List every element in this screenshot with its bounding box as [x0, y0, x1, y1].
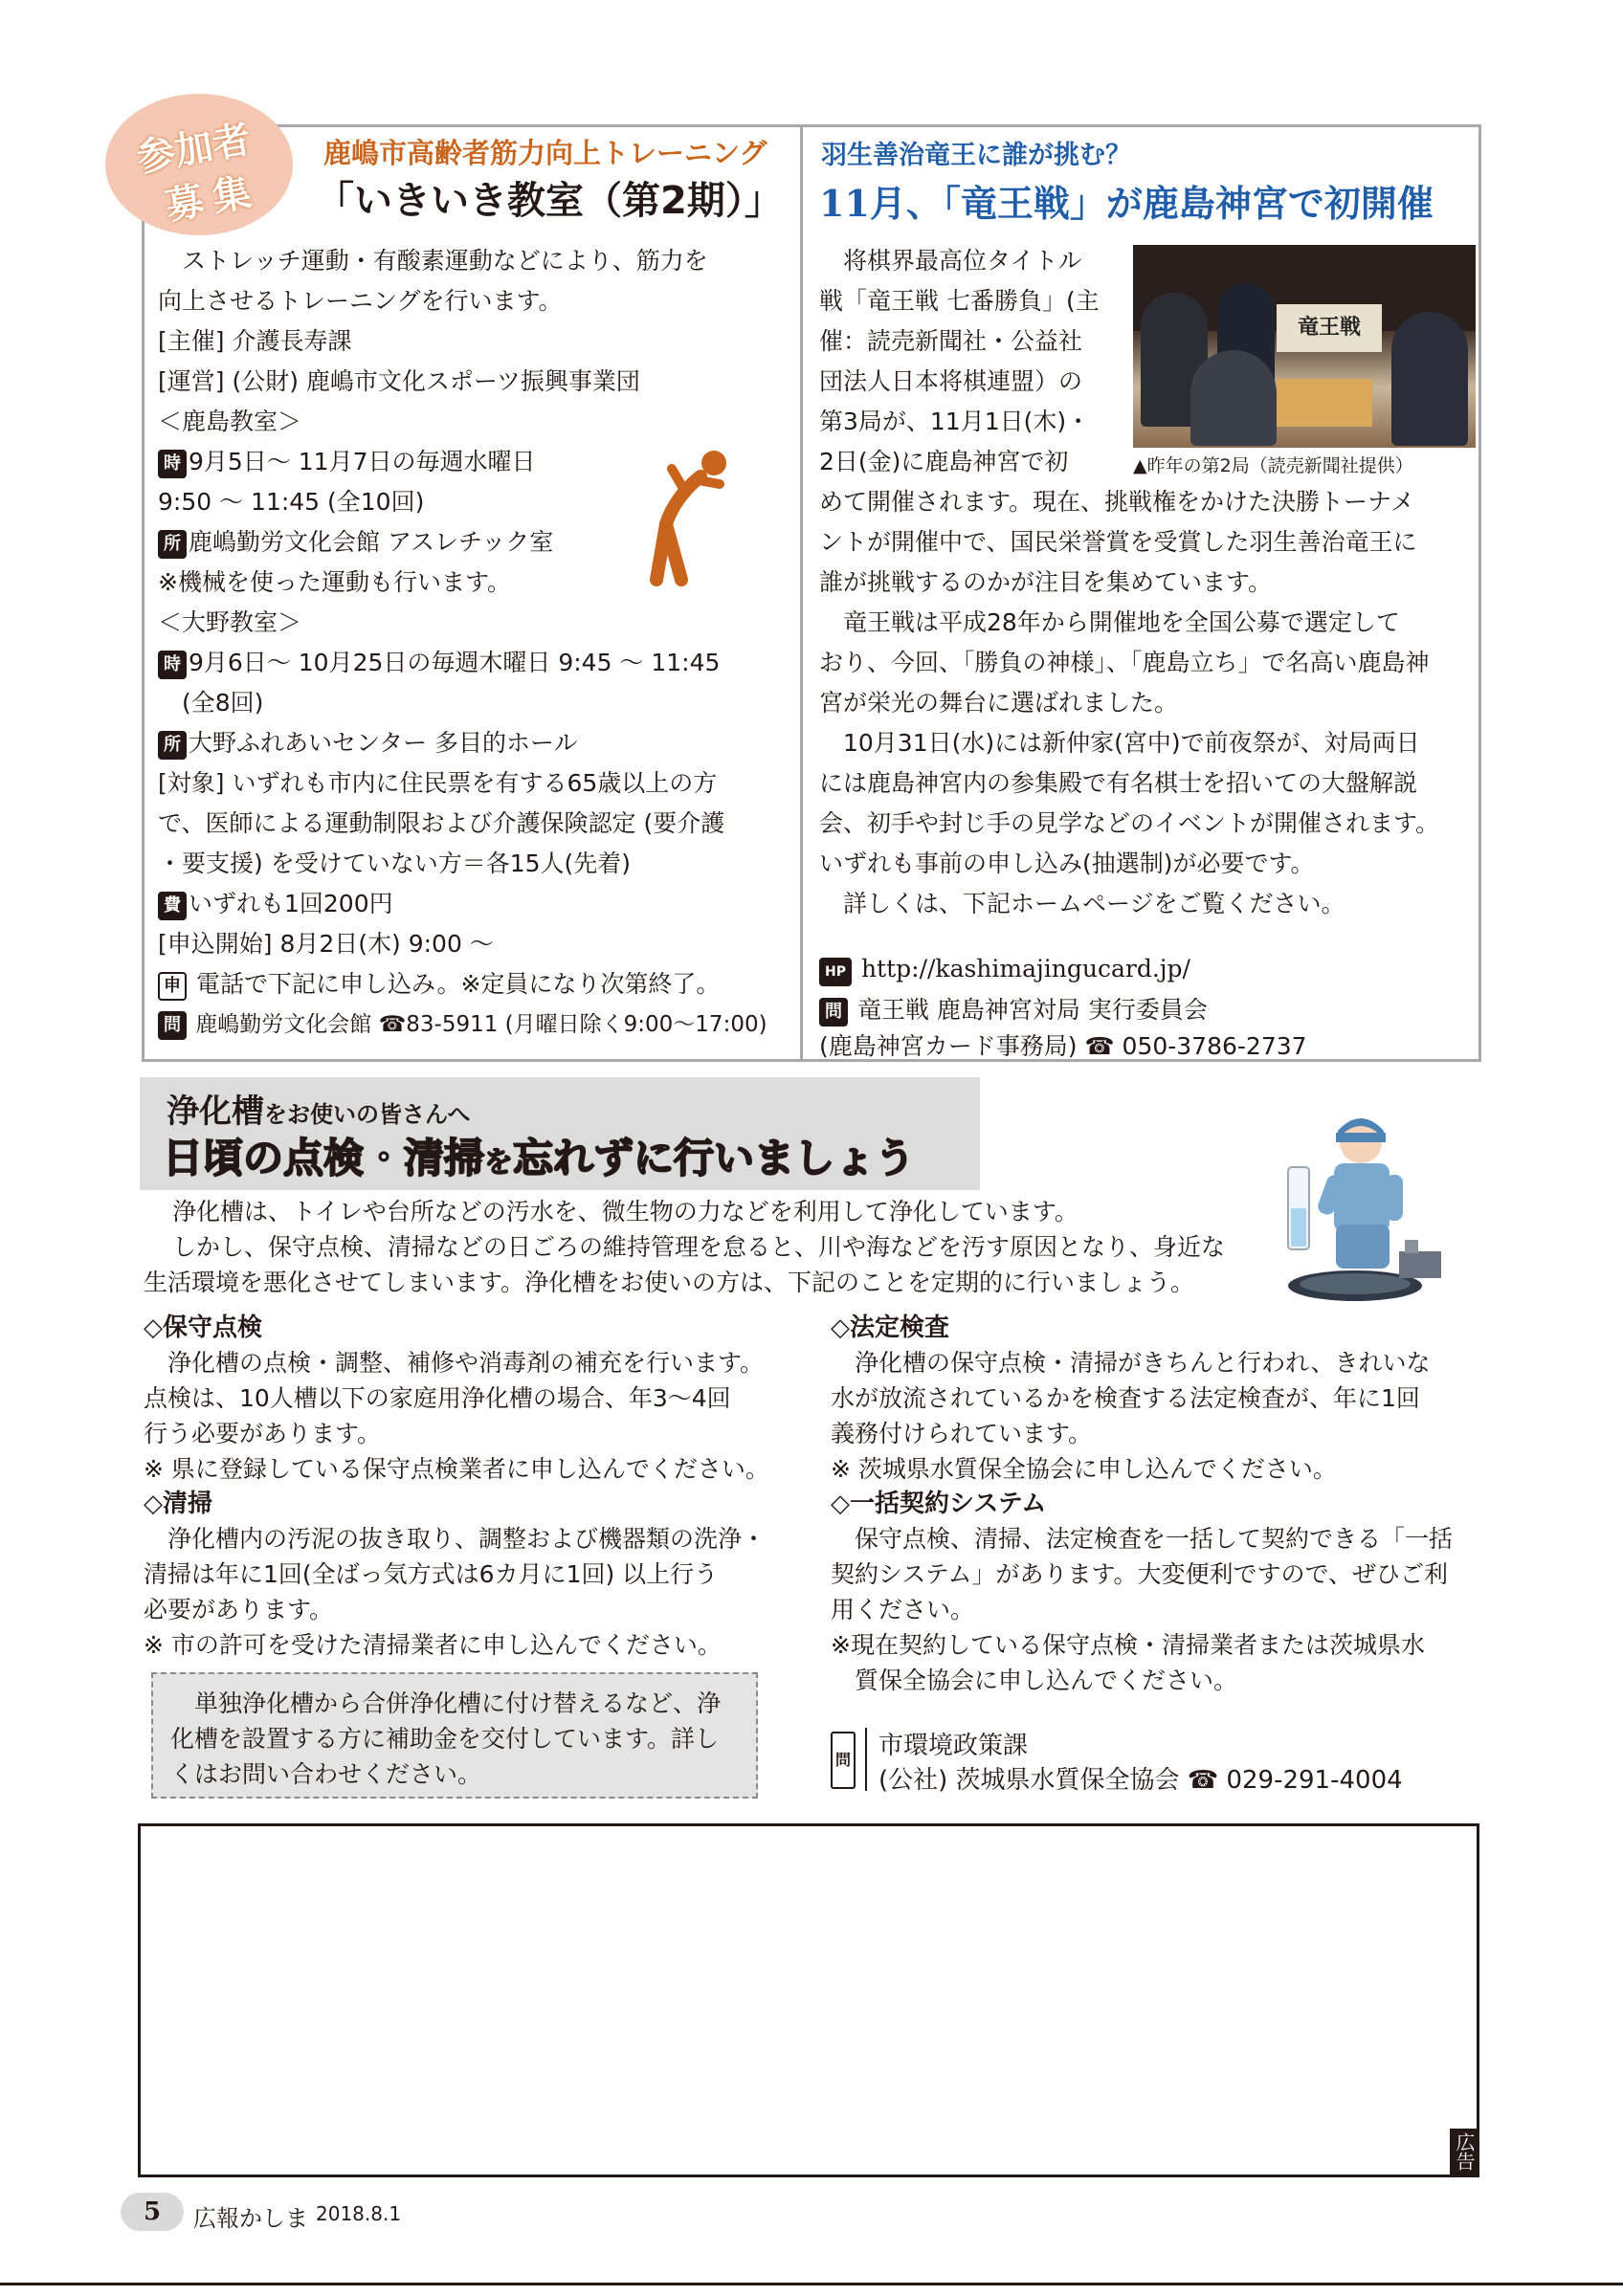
septic-title-banner: [140, 1077, 980, 1190]
training-place-row: [158, 528, 818, 559]
training-body: [158, 247, 818, 1050]
training-line-9: ※機械を使った運動も行います。: [158, 568, 511, 596]
training-place-row-2: [158, 729, 818, 760]
ryuo-line-4: 団法人日本将棋連盟）の: [819, 367, 1083, 395]
ryuo-line-5: 第3局が、11月1日(木)・: [819, 408, 1091, 435]
ad-label: 広告: [1450, 2129, 1477, 2175]
ryuo-title: 11月、「竜王戦」が鹿島神宮で初開催: [819, 182, 1434, 225]
training-date-row: [158, 448, 818, 478]
page-number-badge: [121, 2193, 184, 2231]
septic-subtitle-row: [163, 1127, 915, 1184]
ryuo-line-9: 誰が挑戦するのかが注目を集めています。: [819, 568, 1273, 596]
ryuo-contact-1: 竜王戦 鹿島神宮対局 実行委員会: [856, 996, 1208, 1024]
septic-subtitle-c: 忘れずに行いましょう: [513, 1135, 916, 1181]
ryuo-contact-row: [819, 991, 1208, 1027]
training-line-10: ＜大野教室＞: [158, 608, 302, 636]
ryuo-line-2: 戦「竜王戦 七番勝負」(主: [819, 287, 1100, 315]
training-fee-row: [158, 890, 818, 920]
training-line-18: [申込開始] 8月2日(木) 9:00 ～: [158, 930, 494, 958]
place-mark-icon: 所: [158, 530, 187, 559]
legal-line-3: 義務付けられています。: [831, 1420, 1093, 1447]
bulk-contract-heading: ◇一括契約システム: [831, 1490, 1047, 1518]
ryuo-url[interactable]: http://kashimajingucard.jp/: [860, 955, 1190, 982]
training-line-16: ・要支援) を受けていない方＝各15人(先着): [158, 850, 632, 877]
bulk-line-4: ※現在契約している保守点検・清掃業者または茨城県水: [831, 1631, 1425, 1659]
training-line-7: 9:50 ～ 11:45 (全10回): [158, 488, 425, 516]
subsidy-line-1: 単独浄化槽から合併浄化槽に付け替えるなど、浄: [170, 1689, 722, 1717]
training-header-main: 「いきいき教室（第2期）」: [316, 179, 783, 223]
septic-contact-1: 市環境政策課: [878, 1732, 1029, 1760]
training-line-11: 9月6日～ 10月25日の毎週木曜日 9:45 ～ 11:45: [189, 649, 721, 676]
inquiry-mark-icon: 問: [819, 998, 848, 1027]
ryuo-line-17: 詳しくは、下記ホームページをご覧ください。: [819, 890, 1345, 917]
legal-inspection-heading: ◇法定検査: [831, 1314, 949, 1342]
training-line-19: 電話で下記に申し込み。※定員になり次第終了。: [189, 970, 721, 998]
training-line-3: [主催] 介護長寿課: [158, 327, 352, 355]
fee-mark-icon: 費: [158, 892, 187, 920]
training-line-15: で、医師による運動制限および介護保険認定 (要介護: [158, 809, 725, 837]
ryuo-contact-2: (鹿島神宮カード事務局) ☎ 050-3786-2737: [819, 1032, 1307, 1060]
ryuo-line-7: めて開催されます。現在、挑戦権をかけた決勝トーナメ: [819, 488, 1415, 516]
maintenance-line-3: 行う必要があります。: [144, 1420, 382, 1447]
septic-intro-1: 浄化槽は、トイレや台所などの汚水を、微生物の力などを利用して浄化しています。: [172, 1198, 1078, 1225]
cleaning-heading: ◇清掃: [144, 1490, 212, 1518]
cleaning-line-3: 必要があります。: [144, 1596, 334, 1623]
training-apply-row: [158, 970, 818, 1001]
bulk-line-5: 質保全協会に申し込んでください。: [831, 1667, 1238, 1694]
footer-rule: [0, 2283, 1623, 2285]
ryuo-line-16: いずれも事前の申し込み(抽選制)が必要です。: [819, 850, 1315, 877]
septic-subtitle-a: 日頃の点検・清掃: [163, 1135, 485, 1181]
septic-title-row: [167, 1085, 471, 1132]
ryuo-body: [819, 247, 1470, 936]
cleaning-line-1: 浄化槽内の汚泥の抜き取り、調整および機器類の洗浄・: [144, 1525, 767, 1553]
training-line-14: [対象] いずれも市内に住民票を有する65歳以上の方: [158, 769, 718, 797]
ryuo-kicker: 羽生善治竜王に誰が挑む？: [821, 141, 1131, 170]
septic-intro: [144, 1198, 1292, 1313]
training-line-17: いずれも1回200円: [189, 890, 393, 917]
ryuo-line-11: おり、今回、「勝負の神様」、「鹿島立ち」で名高い鹿島神: [819, 649, 1430, 676]
maintenance-heading: ◇保守点検: [144, 1314, 262, 1342]
maintenance-line-1: 浄化槽の点検・調整、補修や消毒剤の補充を行います。: [144, 1349, 765, 1377]
subsidy-notice: [151, 1672, 758, 1799]
training-line-1: ストレッチ運動・有酸素運動などにより、筋力を: [158, 247, 708, 275]
homepage-mark-icon: HP: [819, 958, 852, 986]
septic-contact-2: (公社) 茨城県水質保全協会 ☎ 029-291-4004: [878, 1766, 1403, 1795]
maintenance-line-2: 点検は、10人槽以下の家庭用浄化槽の場合、年3～4回: [144, 1384, 731, 1412]
photo-caption: ▲昨年の第2局（読売新聞社提供）: [1133, 455, 1413, 476]
place-mark-icon: 所: [158, 731, 187, 760]
ryuo-url-row: [819, 955, 1190, 986]
training-line-12: (全8回): [158, 689, 264, 717]
training-line-4: [運営] (公財) 鹿嶋市文化スポーツ振興事業団: [158, 367, 640, 395]
maintenance-line-4: ※ 県に登録している保守点検業者に申し込んでください。: [144, 1455, 769, 1483]
publication-date: 2018.8.1: [316, 2202, 402, 2225]
photo-banner: 竜王戦: [1277, 304, 1382, 352]
subsidy-line-3: くはお問い合わせください。: [170, 1760, 482, 1788]
training-line-6: 9月5日～ 11月7日の毎週水曜日: [189, 448, 536, 475]
badge-line1: 参加者: [133, 117, 255, 182]
maintenance-worker-illustration: [1278, 1117, 1447, 1305]
training-date-row-2: [158, 649, 818, 679]
septic-title-part1: 浄化槽: [167, 1093, 264, 1131]
septic-contact: [831, 1722, 1443, 1799]
recruitment-badge: [105, 94, 293, 235]
bulk-line-1: 保守点検、清掃、法定検査を一括して契約できる「一括: [831, 1525, 1454, 1553]
publication-name: 広報かしま: [193, 2205, 308, 2232]
legal-line-2: 水が放流されているかを検査する法定検査が、年に1回: [831, 1384, 1420, 1412]
legal-line-1: 浄化槽の保守点検・清掃がきちんと行われ、きれいな: [831, 1349, 1431, 1377]
septic-intro-3: 生活環境を悪化させてしまいます。浄化槽をお使いの方は、下記のことを定期的に行いましょう。: [144, 1269, 1195, 1296]
date-mark-icon: 時: [158, 450, 187, 478]
badge-line2: 募集: [162, 168, 264, 230]
apply-mark-icon: 申: [158, 972, 187, 1001]
bulk-line-2: 契約システム」があります。大変便利ですので、ぜひご利: [831, 1560, 1449, 1588]
training-line-2: 向上させるトレーニングを行います。: [158, 287, 563, 315]
training-line-20: 鹿嶋勤労文化会館 ☎83-5911 (月曜日除く9:00～17:00): [189, 1012, 767, 1037]
cleaning-line-4: ※ 市の許可を受けた清掃業者に申し込んでください。: [144, 1631, 722, 1659]
ryuo-line-14: には鹿島神宮内の参集殿で有名棋士を招いての大盤解説: [819, 769, 1418, 797]
ryuo-line-1: 将棋界最高位タイトル: [819, 247, 1082, 275]
ryuo-line-13: 10月31日(水)には新仲家(宮中)で前夜祭が、対局両日: [819, 729, 1420, 757]
legal-line-4: ※ 茨城県水質保全協会に申し込んでください。: [831, 1455, 1337, 1483]
date-mark-icon: 時: [158, 651, 187, 679]
training-contact-row: [158, 1010, 818, 1040]
training-line-5: ＜鹿島教室＞: [158, 408, 302, 435]
ryuo-line-6: 2日(金)に鹿島神宮で初: [819, 448, 1069, 475]
septic-subtitle-b: を: [484, 1146, 514, 1180]
inquiry-mark-icon: 問: [158, 1011, 187, 1040]
training-line-8: 鹿嶋勤労文化会館 アスレチック室: [189, 528, 554, 556]
bulk-line-3: 用ください。: [831, 1596, 975, 1623]
training-line-13: 大野ふれあいセンター 多目的ホール: [189, 729, 578, 757]
cleaning-line-2: 清掃は年に1回(全ばっ気方式は6カ月に1回) 以上行う: [144, 1560, 719, 1588]
page-number: 5: [144, 2197, 162, 2226]
ryuo-line-10: 竜王戦は平成28年から開催地を全国公募で選定して: [819, 608, 1400, 636]
training-header-sub: 鹿嶋市高齢者筋力向上トレーニング: [323, 137, 767, 169]
septic-intro-2: しかし、保守点検、清掃などの日ごろの維持管理を怠ると、川や海などを汚す原因となり、身近な: [172, 1233, 1226, 1261]
advertisement-space: [138, 1823, 1479, 2177]
ryuo-line-8: ントが開催中で、国民栄誉賞を受賞した羽生善治竜王に: [819, 528, 1417, 556]
septic-contact-bar: [865, 1728, 867, 1791]
ryuo-line-15: 会、初手や封じ手の見学などのイベントが開催されます。: [819, 809, 1440, 837]
septic-title-part2: をお使いの皆さんへ: [264, 1101, 471, 1128]
subsidy-line-2: 化槽を設置する方に補助金を交付しています。詳し: [170, 1725, 720, 1753]
ryuo-line-3: 催：読売新聞社・公益社: [819, 327, 1083, 355]
septic-contact-mark: 問: [831, 1732, 856, 1789]
ryuo-line-12: 宮が栄光の舞台に選ばれました。: [819, 689, 1179, 717]
